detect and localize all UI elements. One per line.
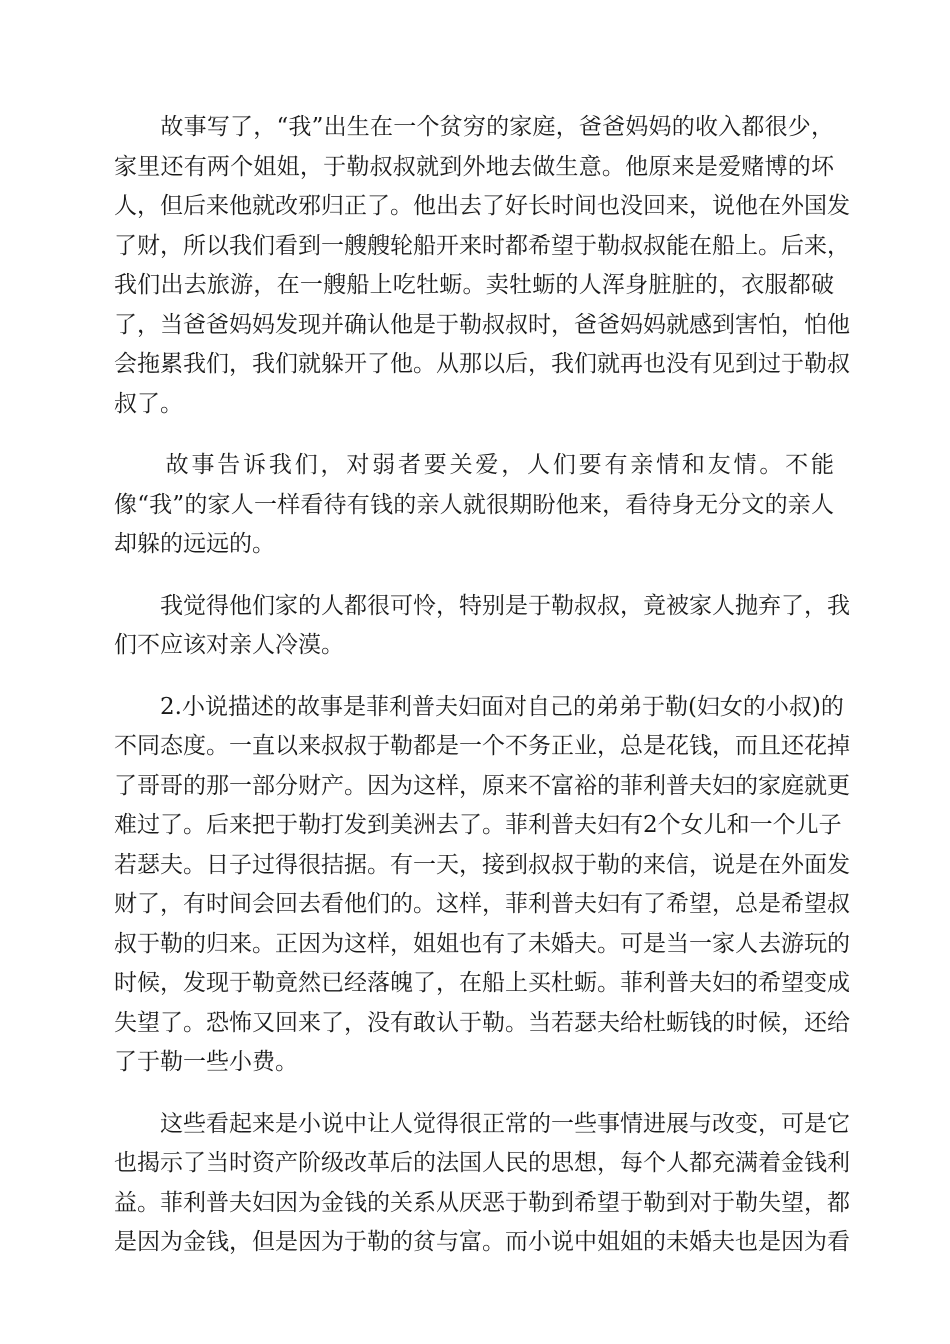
- text-line: 2.小说描述的故事是菲利普夫妇面对自己的弟弟于勒(妇女的小叔)的: [114, 693, 844, 720]
- text-line: 故事写了，“我”出生在一个贫穷的家庭，爸爸妈妈的收入都很少，: [114, 114, 834, 140]
- text-line: 不同态度。一直以来叔叔于勒都是一个不务正业，总是花钱，而且还花掉: [114, 733, 850, 759]
- paragraph-5: [114, 1105, 850, 1263]
- paragraph-spacer: [114, 1083, 834, 1105]
- text-line: 我们出去旅游，在一艘船上吃牡蛎。卖牡蛎的人浑身脏脏的，衣服都破: [114, 272, 834, 298]
- text-line: 家里还有两个姐姐，于勒叔叔就到外地去做生意。他原来是爱赌博的坏: [114, 153, 834, 180]
- text-line: 像“我”的家人一样看待有钱的亲人就很期盼他来，看待身无分文的亲人: [114, 491, 834, 518]
- text-line: 我觉得他们家的人都很可怜，特别是于勒叔叔，竟被家人抛弃了，我: [114, 592, 850, 619]
- text-line: 了财，所以我们看到一艘艘轮船开来时都希望于勒叔叔能在船上。后来，: [114, 232, 850, 259]
- text-line: 们不应该对亲人冷漠。: [114, 632, 344, 658]
- text-line: 了于勒一些小费。: [114, 1049, 298, 1075]
- text-line: 是因为金钱，但是因为于勒的贫与富。而小说中姐姐的未婚夫也是因为看: [114, 1229, 850, 1255]
- text-line: 难过了。后来把于勒打发到美洲去了。菲利普夫妇有2个女儿和一个儿子: [114, 812, 842, 838]
- text-line: 益。菲利普夫妇因为金钱的关系从厌恶于勒到希望于勒到对于勒失望，都: [114, 1189, 850, 1216]
- text-line: 失望了。恐怖又回来了，没有敢认于勒。当若瑟夫给杜蛎钱的时候，还给: [114, 1009, 850, 1036]
- text-line: 若瑟夫。日子过得很拮据。有一天，接到叔叔于勒的来信，说是在外面发: [114, 851, 850, 878]
- paragraph-spacer: [114, 565, 834, 587]
- text-line: 会拖累我们，我们就躲开了他。从那以后，我们就再也没有见到过于勒叔: [114, 351, 850, 377]
- text-line: 人，但后来他就改邪归正了。他出去了好长时间也没回来，说他在外国发: [114, 193, 850, 219]
- document-body: [114, 108, 850, 1263]
- paragraph-spacer: [114, 666, 834, 688]
- text-line: 叔了。: [114, 390, 183, 417]
- paragraph-2: [114, 446, 834, 565]
- text-line: 也揭示了当时资产阶级改革后的法国人民的思想，每个人都充满着金钱利: [114, 1150, 850, 1176]
- text-line: 财了，有时间会回去看他们的。这样，菲利普夫妇有了希望，总是希望叔: [114, 891, 850, 917]
- text-line: 时候，发现于勒竟然已经落魄了，在船上买杜蛎。菲利普夫妇的希望变成: [114, 970, 850, 996]
- text-line: 这些看起来是小说中让人觉得很正常的一些事情进展与改变，可是它: [114, 1110, 850, 1137]
- paragraph-4: [114, 688, 850, 1083]
- paragraph-1: [114, 108, 850, 424]
- text-line: 故事告诉我们，对弱者要关爱，人们要有亲情和友情。不能: [114, 452, 834, 478]
- text-line: 叔于勒的归来。正因为这样，姐姐也有了未婚夫。可是当一家人去游玩的: [114, 930, 850, 957]
- paragraph-spacer: [114, 424, 834, 446]
- text-line: 了，当爸爸妈妈发现并确认他是于勒叔叔时，爸爸妈妈就感到害怕，怕他: [114, 311, 850, 338]
- paragraph-3: [114, 587, 850, 666]
- text-line: 了哥哥的那一部分财产。因为这样，原来不富裕的菲利普夫妇的家庭就更: [114, 772, 850, 799]
- text-line: 却躲的远远的。: [114, 531, 275, 557]
